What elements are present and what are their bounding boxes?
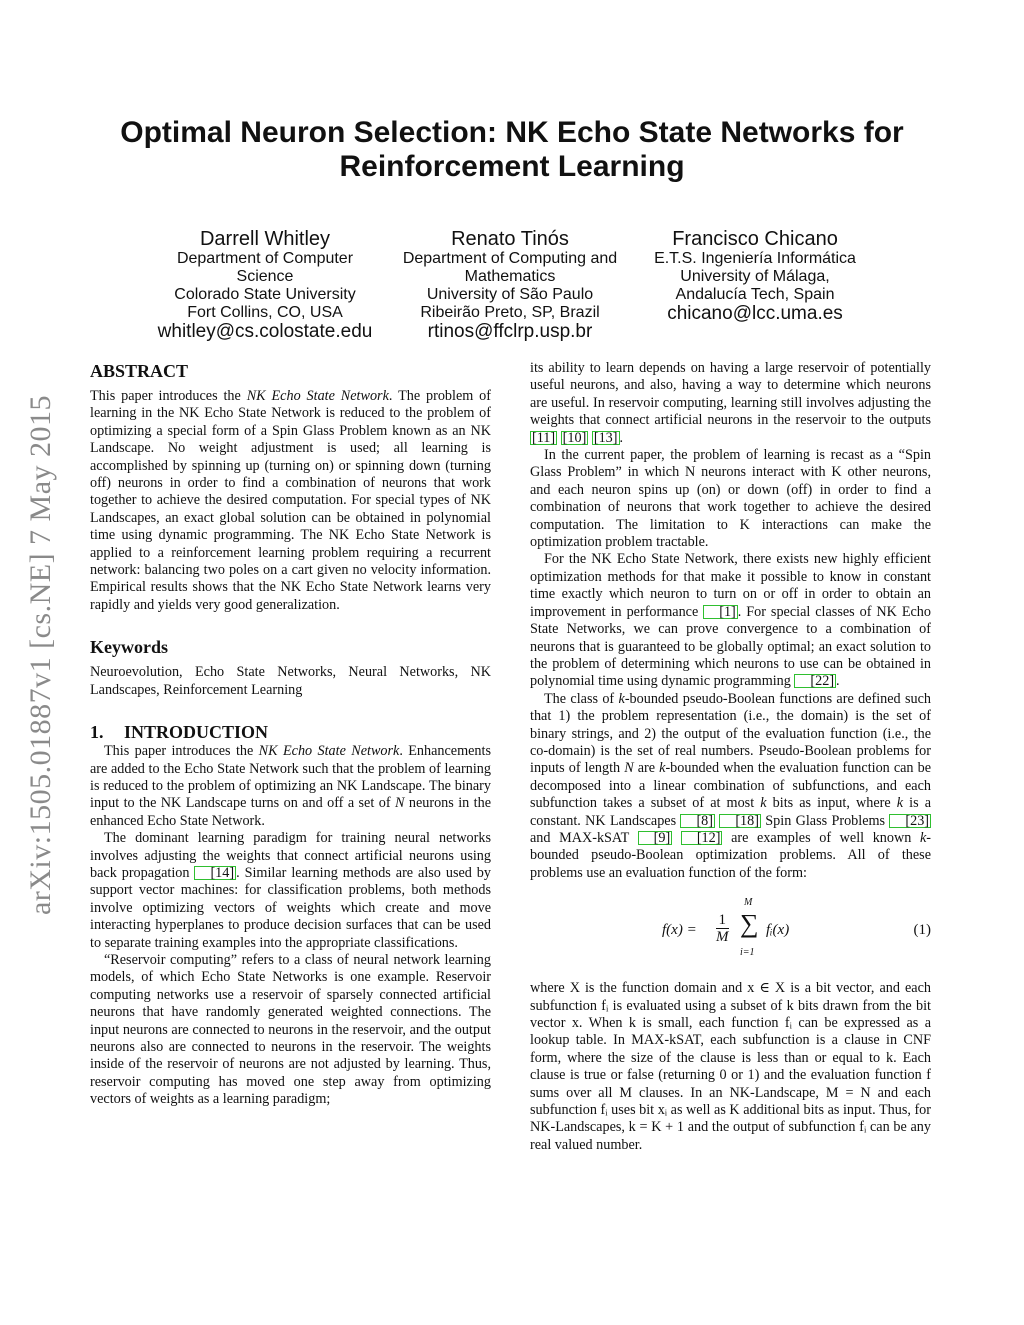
- title-line-1: Optimal Neuron Selection: NK Echo State Networks for: [120, 116, 904, 149]
- right-paragraph-2: In the current paper, the problem of learning is recast as a “Spin Glass Problem” in which N neurons interact with K other neurons, and each neuron spins up (on) or down (off) in order to find a combination of neurons that work together to achieve the desired computation. The limitation to K interactions can make the optimization problem tractable.: [530, 447, 931, 551]
- introduction-heading: 1. INTRODUCTION: [90, 722, 269, 743]
- left-column: [90, 360, 491, 1109]
- equation-number: (1): [913, 922, 931, 939]
- author-affiliation-line: University of São Paulo: [426, 286, 594, 303]
- author-affiliation-line: Ribeirão Preto, SP, Brazil: [420, 304, 600, 321]
- author-name: Darrell Whitley: [199, 228, 331, 250]
- author-affiliation-line: Colorado State University: [174, 286, 356, 303]
- intro-paragraph-2: The dominant learning paradigm for training neural networks involves adjusting the weights that connect artificial neurons using back propagation [14] . Similar learning methods are also used by support vector machines: for classification problems, both methods involve optimizing vectors of weights which create and move interacting hyperplanes to produce decision surfaces that can be used to separate training examples into the appropriate classifications.: [90, 830, 491, 951]
- right-paragraph-1: its ability to learn depends on having a large reservoir of potentially useful neurons, and also, having a way to determine which neurons are useful. In reservoir computing, learning still involves adjusting the weights that connect artificial neurons in the reservoir to the outputs [11] [10] [13] .: [530, 360, 931, 446]
- citation-link[interactable]: [14]: [194, 866, 236, 880]
- right-column: [530, 360, 931, 1154]
- right-paragraph-5: where X is the function domain and x ∈ X is a bit vector, and each subfunction fᵢ is evaluated using a subset of k bits drawn from the bit vector x. When k is small, each function fᵢ can be expressed as a lookup table. In MAX-kSAT, each subfunction is a clause in CNF form, where the size of the clause is less than or equal to k. Each clause is true or false (returning 0 or 1) and the evaluation function f sums over all M clauses. In an NK-Landscape, M = N and each subfunction fᵢ uses bit xᵢ as well as K additional bits as input. Thus, for NK-Landscapes, k = K + 1 and the output of subfunction fᵢ can be any real valued number.: [530, 980, 931, 1153]
- equation-sum-lower: i=1: [740, 947, 755, 959]
- citation-link[interactable]: [23]: [889, 814, 931, 828]
- citation-link[interactable]: [11]: [532, 429, 556, 446]
- equation-1: [530, 896, 931, 970]
- author-email: rtinos@ffclrp.usp.br: [427, 321, 593, 342]
- citation-link[interactable]: [12]: [681, 831, 723, 845]
- intro-paragraph-1: This paper introduces the NK Echo State Network. Enhancements are added to the Echo State Network such that the problem of learning is reduced to the problem of optimizing an NK Landscape. The binary input to the NK Landscape turns on and off a set of N neurons in the enhanced Echo State Network.: [90, 743, 491, 829]
- author-affiliation-line: Andalucía Tech, Spain: [675, 286, 835, 303]
- citation-link[interactable]: [18]: [719, 814, 761, 828]
- author-affiliation-line: Mathematics: [464, 268, 556, 285]
- author-name: Francisco Chicano: [672, 228, 838, 250]
- abstract-paragraph: This paper introduces the NK Echo State Network. The problem of learning in the NK Echo State Network is reduced to the problem of optimizing a special form of a Spin Glass Problem known as an NK Landscape. No weight adjustment is used; all learning is accomplished by spinning up (turning on) or spinning down (turning off) neurons in order to find a combination of neurons that work together to achieve the desired computation. For special types of NK Landscapes, an exact global solution can be obtained in polynomial time using dynamic programming. The NK Echo State Network is applied to a reinforcement learning problem requiring a recurrent network: balancing two poles on a cart given no velocity information. Empirical results shows that the NK Echo State Network learns very rapidly and yields very good generalization.: [90, 388, 491, 613]
- arxiv-stamp-text: arXiv:1505.01887v1 [cs.NE] 7 May 2015: [24, 394, 57, 916]
- arxiv-stamp: [24, 350, 57, 960]
- author-affiliation-line: Fort Collins, CO, USA: [187, 304, 343, 321]
- equation-rhs: fᵢ(x): [766, 922, 790, 939]
- citation-link[interactable]: [22]: [794, 674, 836, 688]
- citation-link[interactable]: [10]: [562, 429, 587, 446]
- paper-title: [80, 116, 944, 184]
- equation-sum-upper: M: [744, 897, 753, 909]
- keywords-heading: Keywords: [90, 637, 168, 658]
- citation-link[interactable]: [1]: [703, 605, 738, 619]
- equation-fraction: $\frac{1}{M}$: [716, 912, 729, 946]
- author-affiliation-line: E.T.S. Ingeniería Informática: [654, 250, 856, 267]
- author-affiliation-line: Department of Computer: [176, 250, 354, 267]
- right-paragraph-4: The class of k-bounded pseudo-Boolean functions are defined such that 1) the problem representation (i.e., the domain) is the set of binary strings, and 2) the output of the evaluation function (i.e., the co-domain) is the set of real numbers. Pseudo-Boolean problems for inputs of length N are k-bounded when the evaluation function can be decomposed into a linear combination of subfunctions, and each subfunction takes a subset of at most k bits as input, where k is a constant. NK Landscapes [8] [18] Spin Glass Problems [23] and MAX-kSAT [9] [12] are examples of well known k-bounded pseudo-Boolean optimization problems. All of these problems use an evaluation function of the form:: [530, 690, 932, 881]
- citation-link[interactable]: [13]: [593, 429, 618, 446]
- citation-link[interactable]: [9]: [638, 831, 673, 845]
- author-block-whitley: [150, 228, 380, 342]
- equation-lhs: f(x) =: [662, 922, 697, 939]
- title-line-2: Reinforcement Learning: [339, 150, 685, 183]
- intro-paragraph-3: “Reservoir computing” refers to a class of neural network learning models, of which Echo State Networks is one example. Reservoir computing networks use a reservoir of sparsely connected artificial neurons that have randomly generated weighted connections. The input neurons are connected to neurons in the reservoir, and the output neurons also are connected to neurons in the reservoir. The weights inside of the reservoir of neurons are not adjusted by learning. Thus, reservoir computing has moved one step away from optimizing vectors of weights as a learning paradigm;: [90, 951, 491, 1108]
- author-email: whitley@cs.colostate.edu: [157, 321, 373, 342]
- author-block-tinos: [395, 228, 625, 342]
- keywords-text: Neuroevolution, Echo State Networks, Neural Networks, NK Landscapes, Reinforcement Learning: [90, 664, 491, 698]
- equation-sum-symbol: ∑: [740, 909, 759, 939]
- right-paragraph-3: For the NK Echo State Network, there exists new highly efficient optimization methods for that make it possible to know in constant time exactly which neuron to turn on or off in order to obtain an improvement in performance [1] . For special classes of NK Echo State Networks, we can prove convergence to a combination of neurons that is guaranteed to be globally optimal; an exact solution to the problem of determining which neurons to use can be obtained in polynomial time using dynamic programming [22] .: [530, 551, 931, 690]
- author-affiliation-line: University of Málaga,: [680, 268, 830, 285]
- author-name: Renato Tinós: [451, 228, 569, 250]
- citation-link[interactable]: [8]: [680, 814, 715, 828]
- author-affiliation-line: Department of Computing and: [402, 250, 618, 267]
- author-affiliation-line: Science: [236, 268, 294, 285]
- author-block-chicano: [640, 228, 870, 324]
- abstract-heading: ABSTRACT: [90, 361, 189, 381]
- author-email: chicano@lcc.uma.es: [667, 303, 843, 324]
